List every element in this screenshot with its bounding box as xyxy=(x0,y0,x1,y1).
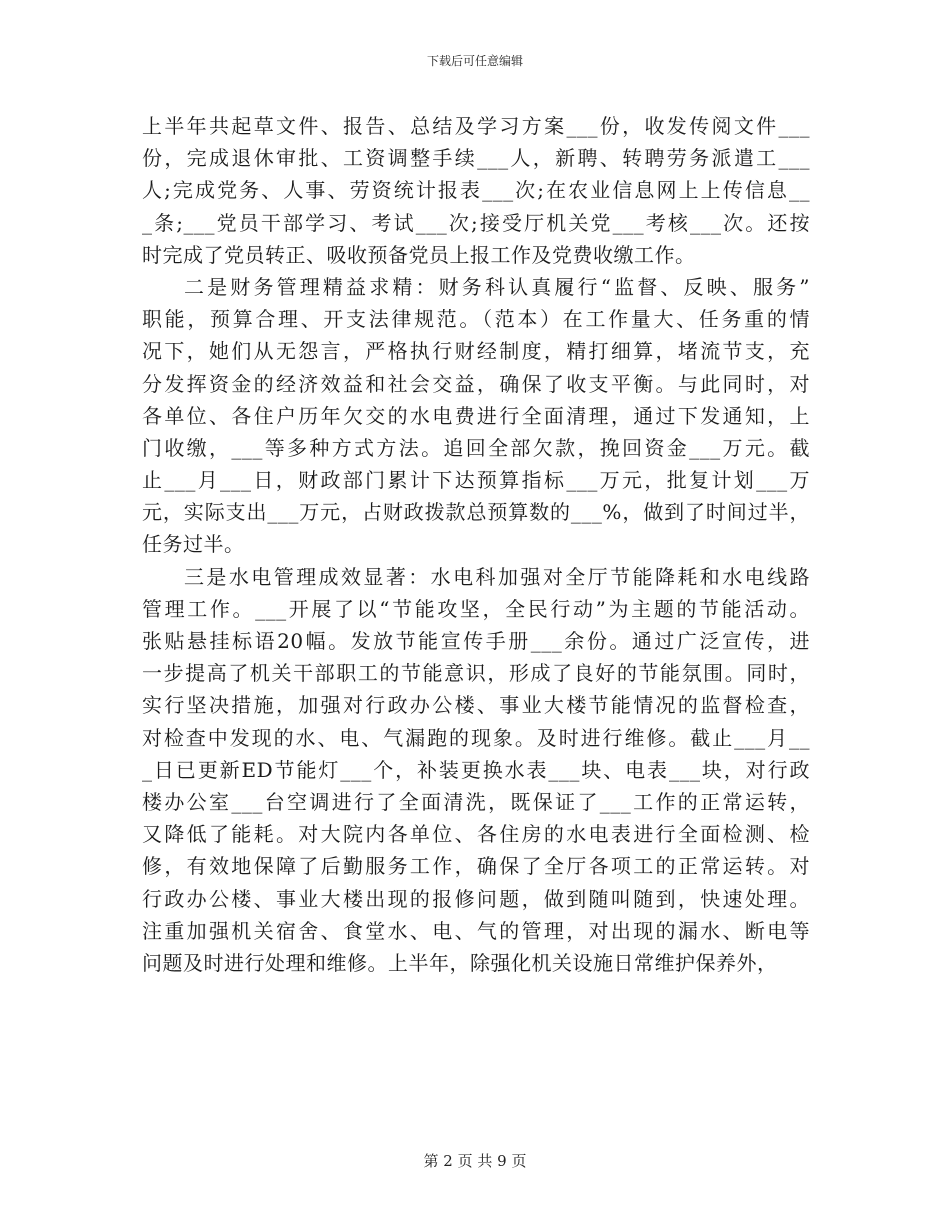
text-line: 又降低了能耗。对大院内各单位、各住房的水电表进行全面检测、检 xyxy=(142,822,810,847)
text-line: 份，完成退休审批、工资调整手续___人，新聘、转聘劳务派遣工___ xyxy=(142,146,810,171)
text-line: _日已更新ED节能灯___个，补装更换水表___块、电表___块，对行政 xyxy=(142,757,810,782)
text-line: 行政办公楼、事业大楼出现的报修问题，做到随叫随到，快速处理。 xyxy=(142,886,810,911)
text-line: 各单位、各住户历年欠交的水电费进行全面清理，通过下发通知，上 xyxy=(142,403,810,428)
document-body xyxy=(142,110,810,979)
text-line: 止___月___日，财政部门累计下达预算指标___万元，批复计划___万 xyxy=(142,468,810,493)
paragraph xyxy=(142,561,810,979)
text-line: 门收缴，___等多种方式方法。追回全部欠款，挽回资金___万元。截 xyxy=(142,435,810,460)
text-line: 楼办公室___台空调进行了全面清洗，既保证了___工作的正常运转， xyxy=(142,789,810,814)
text-line: 修，有效地保障了后勤服务工作，确保了全厅各项工的正常运转。对 xyxy=(142,854,810,879)
page-footer xyxy=(0,1152,950,1170)
page-header xyxy=(0,54,950,68)
text-line: 元，实际支出___万元，占财政拨款总预算数的___%，做到了时间过半， xyxy=(142,500,810,525)
text-line: 职能，预算合理、开支法律规范。（范本）在工作量大、任务重的情 xyxy=(142,307,810,332)
text-line: 时完成了党员转正、吸收预备党员上报工作及党费收缴工作。 xyxy=(142,242,696,267)
page-number: 第 2 页 共 9 页 xyxy=(423,1152,527,1170)
text-line: _条;___党员干部学习、考试___次;接受厅机关党___考核___次。还按 xyxy=(142,210,810,235)
text-line: 实行坚决措施，加强对行政办公楼、事业大楼节能情况的监督检查， xyxy=(142,693,810,718)
text-line: 况下，她们从无怨言，严格执行财经制度，精打细算，堵流节支，充 xyxy=(142,339,810,364)
text-line: 张贴悬挂标语20幅。发放节能宣传手册___余份。通过广泛宣传，进 xyxy=(142,629,810,653)
paragraph xyxy=(142,110,810,271)
text-line: 二是财务管理精益求精：财务科认真履行“监督、反映、服务” xyxy=(184,274,810,299)
text-line: 问题及时进行处理和维修。上半年，除强化机关设施日常维护保养外， xyxy=(142,950,778,975)
header-note: 下载后可任意编辑 xyxy=(426,54,523,68)
text-line: 分发挥资金的经济效益和社会交益，确保了收支平衡。与此同时，对 xyxy=(142,371,810,396)
text-line: 管理工作。___开展了以“节能攻坚，全民行动”为主题的节能活动。 xyxy=(142,596,810,621)
text-line: 上半年共起草文件、报告、总结及学习方案___份，收发传阅文件___ xyxy=(142,114,810,138)
text-line: 三是水电管理成效显著：水电科加强对全厅节能降耗和水电线路 xyxy=(184,564,810,589)
text-line: 人;完成党务、人事、劳资统计报表___次;在农业信息网上上传信息__ xyxy=(142,178,810,203)
text-line: 注重加强机关宿舍、食堂水、电、气的管理，对出现的漏水、断电等 xyxy=(142,918,810,943)
text-line: 对检查中发现的水、电、气漏跑的现象。及时进行维修。截止___月__ xyxy=(142,725,810,750)
text-line: 一步提高了机关干部职工的节能意识，形成了良好的节能氛围。同时， xyxy=(142,661,810,686)
paragraph xyxy=(142,271,810,561)
text-line: 任务过半。 xyxy=(142,532,245,557)
